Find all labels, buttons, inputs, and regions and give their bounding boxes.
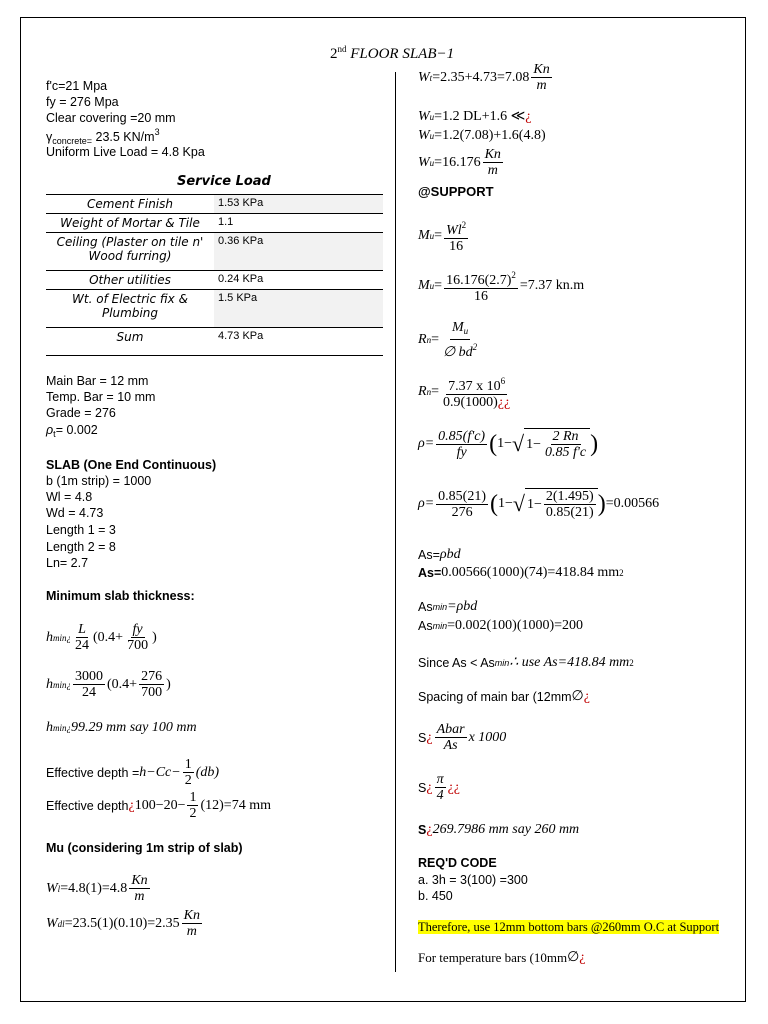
mu-substituted: M u = $\frac{16.176(2.7)^2}{16}$ =7.37 kn.m [418, 270, 585, 304]
wl-equation: W l =4.8(1)=4.8 $\frac{Kn}{m}$ [46, 873, 148, 904]
conclusion-highlight: Therefore, use 12mm bottom bars @260mm O.C at Support [418, 920, 720, 934]
given-live-load: Uniform Live Load = 4.8 Kpa [46, 145, 205, 159]
given-cover: Clear covering =20 mm [46, 111, 176, 125]
temperature-bars-heading: For temperature bars (10mm ∅ ¿ [418, 949, 586, 965]
since-statement: Since As < As min ∴ use As=418.84 mm 2 [418, 655, 634, 670]
wu-result: W u =16.176 $\frac{Kn}{m}$ [418, 147, 501, 178]
effective-depth-value: Effective depth ¿ 100−20− $\frac{1}{2}$ (12)=74 mm [46, 790, 271, 821]
grade: Grade = 276 [46, 406, 116, 420]
table-row [46, 214, 383, 233]
support-heading: @SUPPORT [418, 184, 494, 199]
hmin-formula: h min¿ $\frac{L}{24}$ (0.4+ $\frac{fy}{700}$ ) [46, 622, 157, 653]
as-formula: As= ρbd [418, 547, 461, 562]
row-value: 0.24 KPa [214, 271, 383, 290]
mu-heading: Mu (considering 1m strip of slab) [46, 841, 243, 855]
row-label: Wt. of Electric fix & Plumbing [72, 292, 188, 320]
rn-formula: R n = $\frac{M_u}{\emptyset bd^2}$ [418, 320, 478, 360]
row-value: 1.1 [214, 214, 383, 233]
slab-param: Length 2 = 8 [46, 540, 116, 554]
rho-substituted: ρ= $\frac{0.85(21)}{276}$ ( 1− √ 1− $\frac{2(1.495)}{0.85(21)}$ ) =0.00566 [418, 488, 660, 520]
min-thickness-heading: Minimum slab thickness: [46, 589, 195, 603]
slab-heading: SLAB (One End Continuous) [46, 458, 217, 472]
slab-param: Wl = 4.8 [46, 490, 93, 504]
table-row [46, 271, 383, 290]
slab-param: Ln= 2.7 [46, 556, 89, 570]
slab-param: b (1m strip) = 1000 [46, 474, 152, 488]
row-label: Ceiling (Plaster on tile n' Wood furring) [56, 235, 204, 263]
spacing-heading: Spacing of main bar (12mm ∅ ¿ [418, 688, 590, 704]
effective-depth-formula: Effective depth = h−Cc− $\frac{1}{2}$ (db) [46, 757, 220, 788]
as-value: As= 0.00566(1000)(74)=418.84 mm 2 [418, 565, 624, 580]
wt-equation: W t =2.35+4.73=7.08 $\frac{Kn}{m}$ [418, 62, 550, 93]
temp-bar: Temp. Bar = 10 mm [46, 390, 156, 404]
given-gamma: $\gamma_{concrete=}$ 23.5 $KN/m^3$ [46, 127, 160, 146]
rho-t: $\rho_t= 0.002$ [46, 423, 98, 439]
row-value: 0.36 KPa [214, 233, 383, 271]
rho-formula: ρ= $\frac{0.85(f'c)}{fy}$ ( 1− √ 1− $\frac{2 Rn}{0.85 f'c}$ ) [418, 428, 599, 460]
service-load-table [46, 194, 383, 356]
spacing-pi: S ¿ $\frac{\pi}{4}$ ¿¿ [418, 772, 461, 803]
page-title: 2nd FLOOR SLAB−1 [330, 44, 455, 62]
column-divider [395, 72, 396, 972]
row-label: Sum [116, 330, 144, 344]
service-load-title: Service Load [177, 174, 271, 189]
hmin-result: h min¿ 99.29 mm say 100 mm [46, 720, 197, 735]
wu-substituted: W u =1.2(7.08)+1.6(4.8) [418, 128, 546, 143]
row-label: Other utilities [89, 273, 171, 287]
reqd-code-heading: REQ'D CODE [418, 856, 497, 870]
given-fy: fy = 276 Mpa [46, 95, 119, 109]
main-bar: Main Bar = 12 mm [46, 374, 149, 388]
spacing-result: S ¿ 269.7986 mm say 260 mm [418, 822, 580, 837]
table-row [46, 328, 383, 356]
reqd-code-item: b. 450 [418, 889, 453, 903]
given-fc: f'c=21 Mpa [46, 79, 108, 93]
mu-formula: M u = $\frac{Wl^2}{16}$ [418, 220, 467, 254]
table-row [46, 195, 383, 214]
row-value: 1.53 KPa [214, 195, 383, 214]
asmin-value: As min =0.002(100)(1000)=200 [418, 618, 584, 633]
row-label: Cement Finish [87, 197, 173, 211]
row-label: Weight of Mortar & Tile [60, 216, 200, 230]
slab-param: Length 1 = 3 [46, 523, 116, 537]
spacing-formula: S ¿ $\frac{\text{Abar}}{As}$ x 1000 [418, 722, 507, 753]
asmin-formula: As min =ρbd [418, 599, 478, 614]
slab-param: Wd = 4.73 [46, 506, 104, 520]
rn-substituted: R n = $\frac{7.37 x 10^6}{0.9(1000)¿¿}$ [418, 376, 511, 410]
table-row [46, 233, 383, 271]
reqd-code-item: a. 3h = 3(100) =300 [418, 873, 528, 887]
wu-formula: W u =1.2 DL+1.6 ≪ ¿ [418, 108, 532, 124]
table-row [46, 290, 383, 328]
hmin-substituted: h min¿ $\frac{3000}{24}$ (0.4+ $\frac{276}{700}$ ) [46, 669, 171, 700]
row-value: 1.5 KPa [214, 290, 383, 328]
row-value: 4.73 KPa [214, 328, 383, 356]
wdl-equation: W dl =23.5(1)(0.10)=2.35 $\frac{Kn}{m}$ [46, 908, 200, 939]
